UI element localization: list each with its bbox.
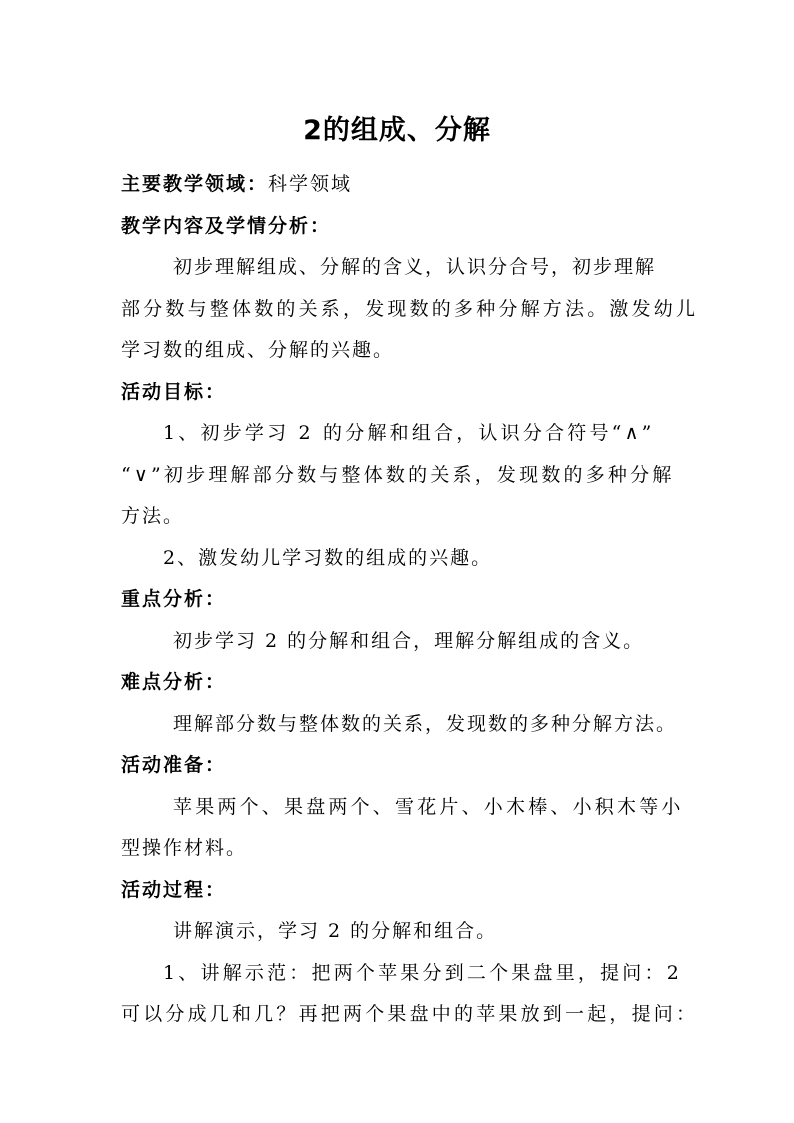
preparation-line: 型操作材料。 xyxy=(121,837,248,859)
analysis-heading: 教学内容及学情分析： xyxy=(121,214,332,237)
teaching-domain-value: 科学领域 xyxy=(268,173,353,195)
goal-item-line: 1、初步学习 2 的分解和组合，认识分合符号“∧” xyxy=(163,422,655,444)
process-heading: 活动过程： xyxy=(121,878,227,901)
process-step-line: 1、讲解示范：把两个苹果分到二个果盘里，提问：2 xyxy=(163,961,682,984)
preparation-heading: 活动准备： xyxy=(121,754,227,776)
preparation-line: 苹果两个、果盘两个、雪花片、小木棒、小积木等小 xyxy=(173,795,684,818)
analysis-line: 部分数与整体数的关系，发现数的多种分解方法。激发幼儿 xyxy=(121,297,699,320)
process-intro: 讲解演示，学习 2 的分解和组合。 xyxy=(173,920,498,942)
key-points-heading: 重点分析： xyxy=(121,588,227,610)
goal-item-line: 方法。 xyxy=(121,505,185,527)
key-points-text: 初步学习 2 的分解和组合，理解分解组成的含义。 xyxy=(173,629,645,652)
difficulties-heading: 难点分析： xyxy=(121,671,227,693)
document-body xyxy=(121,164,699,1036)
analysis-line: 初步理解组成、分解的含义，认识分合号，初步理解 xyxy=(173,256,657,278)
process-step-line: 可以分成几和几？再把两个果盘中的苹果放到一起，提问： xyxy=(121,1003,699,1025)
document-title: 2的组成、分解 xyxy=(303,115,491,146)
goal-item-2: 2、激发幼儿学习数的组成的兴趣。 xyxy=(163,546,493,569)
goal-item-line: “∨”初步理解部分数与整体数的关系，发现数的多种分解 xyxy=(121,463,675,486)
analysis-line: 学习数的组成、分解的兴趣。 xyxy=(121,339,395,361)
teaching-domain-label: 主要教学领域： xyxy=(121,173,269,195)
teaching-domain-line xyxy=(121,164,677,206)
goals-heading: 活动目标： xyxy=(121,380,227,403)
difficulties-text: 理解部分数与整体数的关系，发现数的多种分解方法。 xyxy=(173,712,678,735)
